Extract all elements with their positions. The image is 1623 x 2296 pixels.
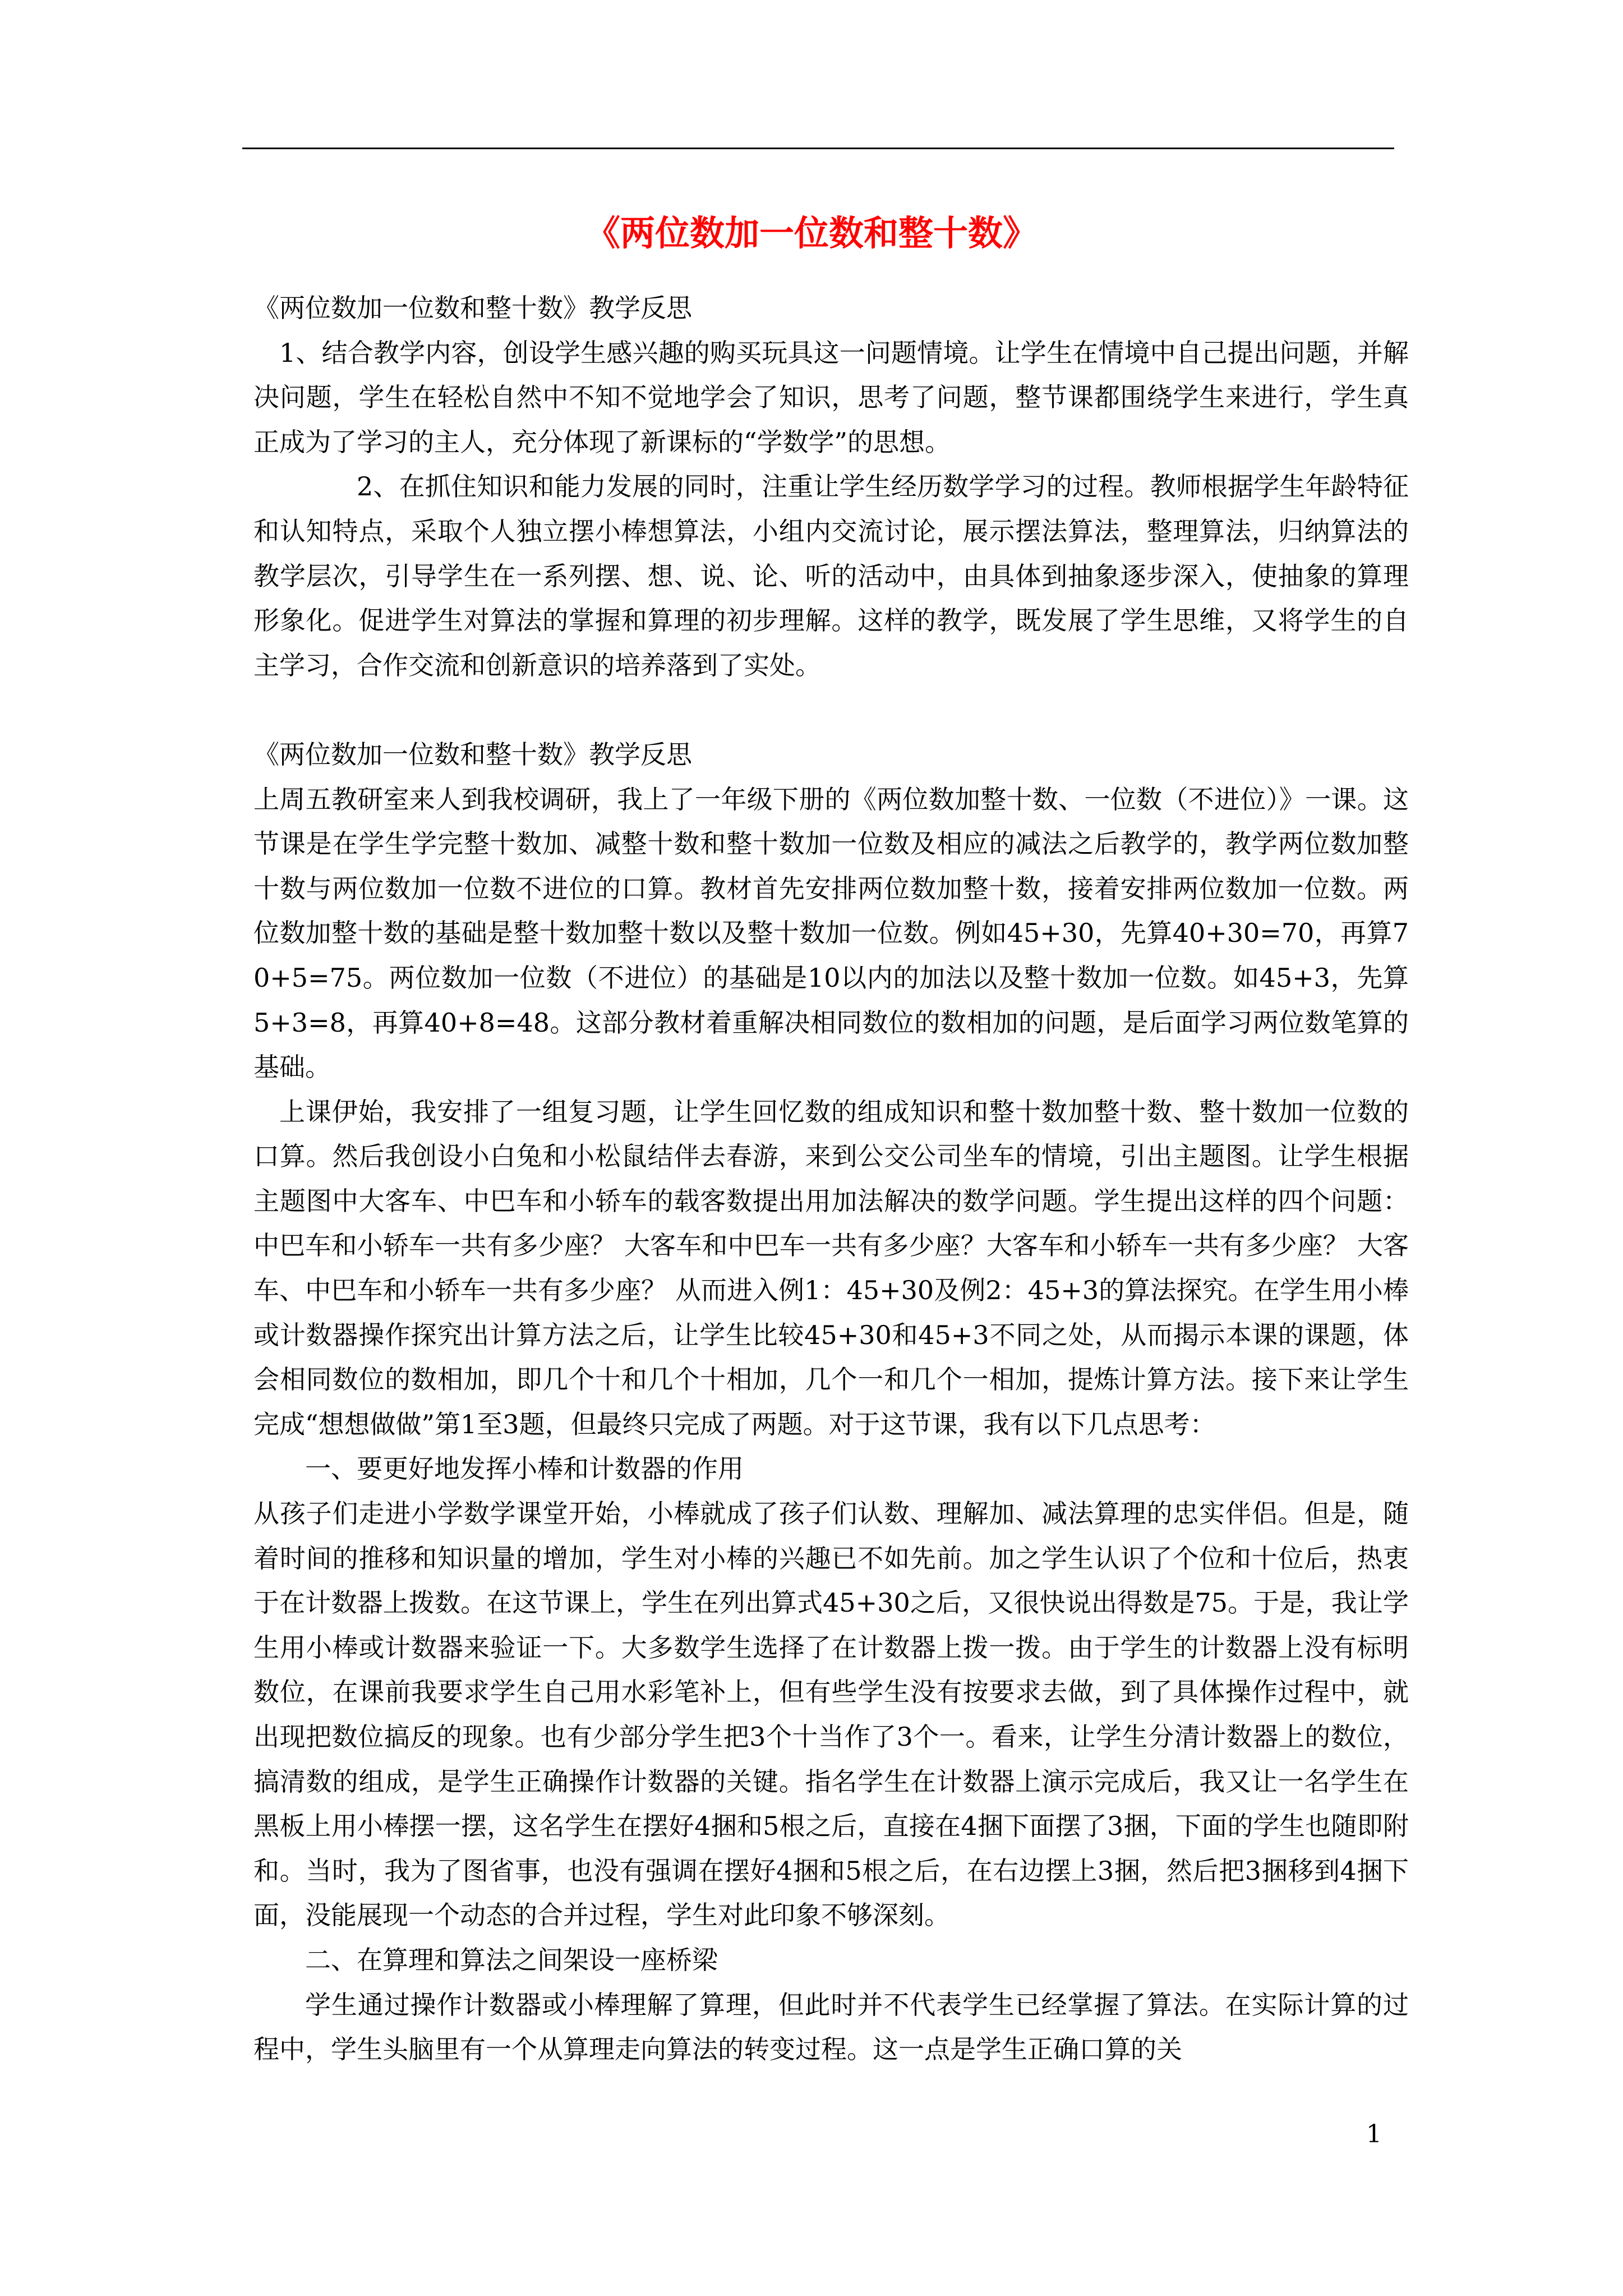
section-heading: 《两位数加一位数和整十数》教学反思 <box>253 293 692 323</box>
header-rule <box>242 148 1394 149</box>
document-body <box>253 286 1409 2072</box>
body-paragraph: 从孩子们走进小学数学课堂开始，小棒就成了孩子们认数、理解加、减法算理的忠实伴侣。但是，随着时间的推移和知识量的增加，学生对小棒的兴趣已不如先前。加之学生认识了个位和十位后，热衷于在计数器上拨数。在这节课上，学生在列出算式45+30之后，又很快说出得数是75。于是，我让学生用小棒或计数器来验证一下。大多数学生选择了在计数器上拨一拨。由于学生的计数器上没有标明数位，在课前我要求学生自己用水彩笔补上，但有些学生没有按要求去做，到了具体操作过程中，就出现把数位搞反的现象。也有少部分学生把3个十当作了3个一。看来，让学生分清计数器上的数位，搞清数的组成，是学生正确操作计数器的关键。指名学生在计数器上演示完成后，我又让一名学生在黑板上用小棒摆一摆，这名学生在摆好4捆和5根之后，直接在4捆下面摆了3捆，下面的学生也随即附和。当时，我为了图省事，也没有强调在摆好4捆和5根之后，在右边摆上3捆，然后把3捆移到4捆下面，没能展现一个动态的合并过程，学生对此印象不够深刻。 <box>253 1498 1409 1931</box>
document-title: 《两位数加一位数和整十数》 <box>585 213 1038 254</box>
body-paragraph: 1、结合教学内容，创设学生感兴趣的购买玩具这一问题情境。让学生在情境中自己提出问题，并解决问题，学生在轻松自然中不知不觉地学会了知识，思考了问题，整节课都围绕学生来进行，学生真正成为了学习的主人，充分体现了新课标的“学数学”的思想。 <box>253 337 1409 457</box>
body-paragraph: 上周五教研室来人到我校调研，我上了一年级下册的《两位数加整十数、一位数（不进位）》一课。这节课是在学生学完整十数加、减整十数和整十数加一位数及相应的减法之后教学的，教学两位数加整十数与两位数加一位数不进位的口算。教材首先安排两位数加整十数，接着安排两位数加一位数。两位数加整十数的基础是整十数加整十数以及整十数加一位数。例如45+30，先算40+30=70，再算70+5=75。两位数加一位数（不进位）的基础是10以内的加法以及整十数加一位数。如45+3，先算5+3=8，再算40+8=48。这部分教材着重解决相同数位的数相加的问题，是后面学习两位数笔算的基础。 <box>253 784 1409 1083</box>
body-paragraph: 上课伊始，我安排了一组复习题，让学生回忆数的组成知识和整十数加整十数、整十数加一位数的口算。然后我创设小白兔和小松鼠结伴去春游，来到公交公司坐车的情境，引出主题图。让学生根据主题图中大客车、中巴车和小轿车的载客数提出用加法解决的数学问题。学生提出这样的四个问题：中巴车和小轿车一共有多少座？ 大客车和中巴车一共有多少座？大客车和小轿车一共有多少座？ 大客车、中巴车和小轿车一共有多少座？ 从而进入例1：45+30及例2：45+3的算法探究。在学生用小棒或计数器操作探究出计算方法之后，让学生比较45+30和45+3不同之处，从而揭示本课的课题，体会相同数位的数相加，即几个十和几个十相加，几个一和几个一相加，提炼计算方法。接下来让学生完成“想想做做”第1至3题，但最终只完成了两题。对于这节课，我有以下几点思考： <box>253 1096 1409 1439</box>
body-paragraph: 学生通过操作计数器或小棒理解了算理，但此时并不代表学生已经掌握了算法。在实际计算的过程中，学生头脑里有一个从算理走向算法的转变过程。这一点是学生正确口算的关 <box>253 1989 1409 2065</box>
section-heading: 二、在算理和算法之间架设一座桥梁 <box>305 1944 718 1975</box>
body-paragraph: 2、在抓住知识和能力发展的同时，注重让学生经历数学学习的过程。教师根据学生年龄特征和认知特点，采取个人独立摆小棒想算法，小组内交流讨论，展示摆法算法，整理算法，归纳算法的教学层次，引导学生在一系列摆、想、说、论、听的活动中，由具体到抽象逐步深入，使抽象的算理形象化。促进学生对算法的掌握和算理的初步理解。这样的教学，既发展了学生思维，又将学生的自主学习，合作交流和创新意识的培养落到了实处。 <box>253 471 1409 680</box>
section-heading: 一、要更好地发挥小棒和计数器的作用 <box>305 1453 744 1484</box>
paragraph-gap <box>253 688 1409 733</box>
page-number: 1 <box>1366 2120 1382 2148</box>
section-heading: 《两位数加一位数和整十数》教学反思 <box>253 739 692 770</box>
